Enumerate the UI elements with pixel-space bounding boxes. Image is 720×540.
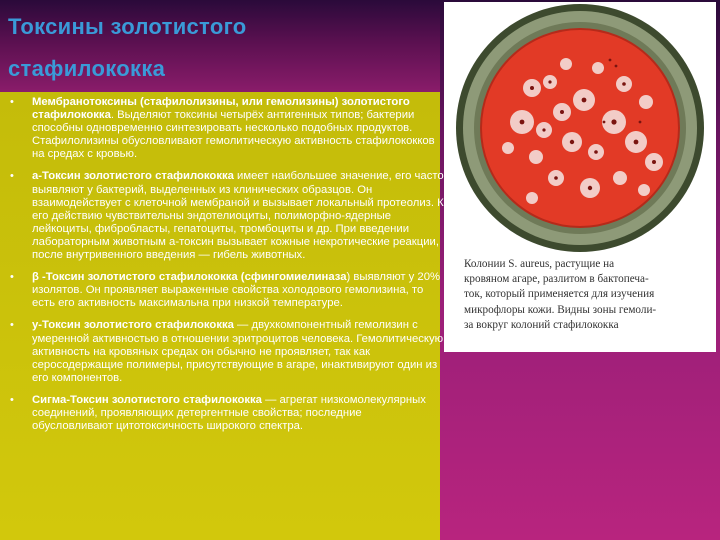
bullet-text: — агрегат низкомолекулярных соединений, проявляющих детергентные свойства; последние обусловливают цитотоксичность широкого спектра. xyxy=(32,393,426,433)
bullet-heading: а-Токсин золотистого стафилококка xyxy=(32,170,234,183)
bullet-gamma-toxin xyxy=(6,319,444,384)
title-line-2: стафилококка xyxy=(8,56,166,81)
figure-caption xyxy=(464,257,712,333)
slide-title xyxy=(8,6,408,90)
bullet-sigma-toxin xyxy=(6,394,444,433)
bullet-text: . Выделяют токсины четырёх антигенных типов; бактерии способны одновременно синтезировать несколько подобных продуктов. Стафилолизины обусловливают гемолитическую активность стафилококков на средах с кровью. xyxy=(32,109,435,161)
bullet-text: — двухкомпонентный гемолизин с умеренной активностью в отношении эритроцитов человека. Гемолитическую активность на кровяных средах он обычно не проявляет, так как серосодержащие полимеры, присутствующие в агаре, инактивируют один из его компонентов. xyxy=(32,319,444,384)
petri-dish-image xyxy=(444,2,716,257)
bullet-heading: у-Токсин золотистого стафилококка xyxy=(32,319,234,332)
bullet-heading: Мембранотоксины (стафилолизины, или гемолизины) золотистого стафилококка xyxy=(32,96,410,122)
caption-line: кровяном агаре, разлитом в бактопеча- xyxy=(464,273,649,286)
bullet-icon: • xyxy=(10,319,14,332)
bullet-icon: • xyxy=(10,96,14,108)
bullet-list xyxy=(6,96,444,536)
bullet-icon: • xyxy=(10,271,14,284)
bullet-heading: Сигма-Токсин золотистого стафилококка xyxy=(32,393,262,406)
title-line-1: Токсины золотистого xyxy=(8,14,247,39)
bullet-text: ) выявляют у 20% изолятов. Он проявляет выраженные свойства холодового гемолизина, то есть его активность максимальна при низкой температуре. xyxy=(32,271,441,310)
caption-line: Колонии S. aureus, растущие на xyxy=(464,258,615,270)
bullet-icon: • xyxy=(10,170,14,183)
caption-line: микрофлоры кожи. Видны зоны гемоли- xyxy=(464,303,657,316)
bullet-beta-toxin xyxy=(6,271,444,310)
bullet-icon: • xyxy=(10,393,14,406)
bullet-text: имеет наибольшее значение, его часто выявляют у бактерий, выделенных из клинических образцов. Он взаимодействует с клеточной мембраной и вызывает локальный протеолиз. К его действию чувствительны эндотелиоциты, полиморфно-ядерные лейкоциты, фибробласты, гепатоциты, тромбоциты и др. При введении лабораторным животным а-токсин вызывает кожные некротические реакции, после внутривенного введения — гибель животных. xyxy=(32,170,444,262)
bullet-membranotoxins xyxy=(6,96,444,161)
caption-line: ток, который применяется для изучения xyxy=(464,288,655,301)
bullet-alpha-toxin xyxy=(6,170,444,262)
caption-line: за вокруг колоний стафилококка xyxy=(464,318,619,331)
bullet-heading: β -Токсин золотистого стафилококка (сфингомиелиназа xyxy=(32,271,347,284)
petri-dish-figure xyxy=(444,2,716,352)
